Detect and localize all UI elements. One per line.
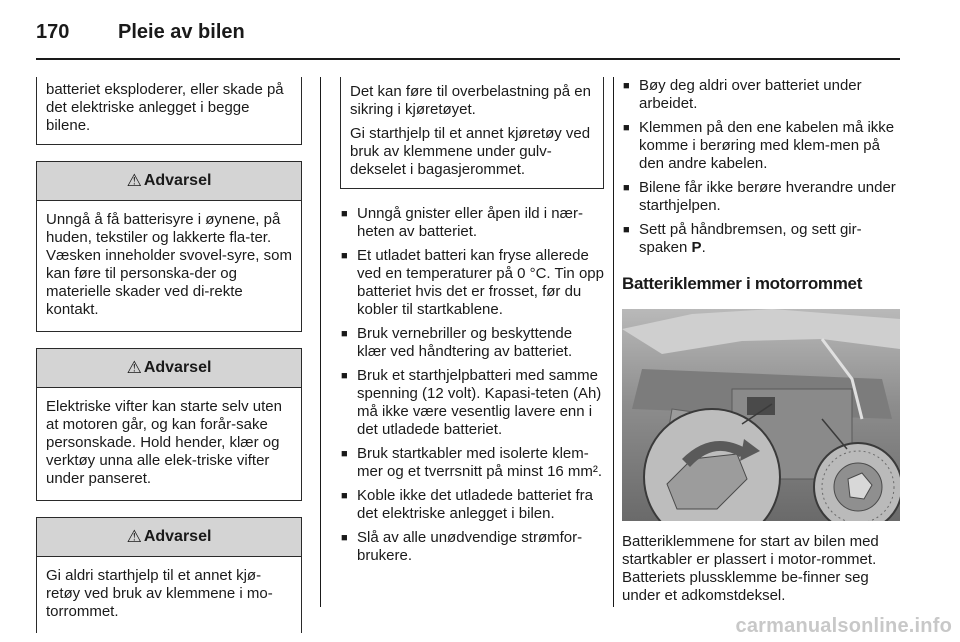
precaution-list xyxy=(622,77,902,257)
list-item: ■ Bøy deg aldri over batteriet under arbeidet. xyxy=(622,77,902,113)
list-item: ■ Koble ikke det utladede batteriet fra det elektriske anlegget i bilen. xyxy=(340,487,604,523)
column-divider-1 xyxy=(320,77,321,607)
warning-text: Elektriske vifter kan starte selv uten at motoren går, og kan forår-sake personskade. Hold hender, klær og verktøy unna alle elek-triske vifter under panseret. xyxy=(46,398,282,487)
warning-title: Advarsel xyxy=(143,359,212,376)
list-item: ■ Bilene får ikke berøre hverandre under starthjelpen. xyxy=(622,179,902,215)
warning-header xyxy=(37,162,301,201)
gear-position-label: P xyxy=(691,239,702,256)
warning-text: Gi aldri starthjelp til et annet kjø-retøy ved bruk av klemmene i mo-torrommet. xyxy=(46,567,273,620)
watermark: carmanualsonline.info xyxy=(735,615,952,637)
warning-title: Advarsel xyxy=(143,528,212,545)
header-rule xyxy=(36,58,900,60)
list-item: ■ Bruk startkabler med isolerte klem-mer og et tverrsnitt på minst 16 mm². xyxy=(340,445,604,481)
page-title: Pleie av bilen xyxy=(118,21,245,43)
photo-caption: Batteriklemmene for start av bilen med startkabler er plassert i motor-rommet. Batteriets plussklemme be-finner seg under et adkomstdeksel. xyxy=(622,533,879,604)
list-item: ■ Klemmen på den ene kabelen må ikke komme i berøring med klem-men på den andre kabelen. xyxy=(622,119,902,173)
list-item: ■ Et utladet batteri kan fryse allerede ved en temperaturer på 0 °C. Tin opp batteriet hvis det er frosset, før du kobler til startkablene. xyxy=(340,247,604,319)
section-heading: Batteriklemmer i motorrommet xyxy=(622,274,863,293)
info-paragraph: Det kan føre til overbelastning på en sikring i kjøretøyet. xyxy=(350,83,591,118)
precaution-list xyxy=(340,205,604,565)
warning-title: Advarsel xyxy=(143,172,212,189)
engine-bay-illustration xyxy=(622,309,900,521)
page-number: 170 xyxy=(36,21,70,43)
warning-box-1 xyxy=(36,161,302,332)
list-item: ■ Unngå gnister eller åpen ild i nær-heten av batteriet. xyxy=(340,205,604,241)
list-item-end: . xyxy=(701,239,706,256)
list-item: ■ Slå av alle unødvendige strømfor-brukere. xyxy=(340,529,604,565)
info-box xyxy=(340,77,604,189)
warning-box-2 xyxy=(36,348,302,501)
info-paragraph: Gi starthjelp til et annet kjøretøy ved bruk av klemmene under gulv-dekselet i bagasjerommet. xyxy=(350,125,591,178)
column-middle xyxy=(340,77,604,571)
warning-triangle-icon: ⚠ xyxy=(126,527,142,546)
warning-text: Unngå å få batterisyre i øynene, på huden, tekstiler og lakkerte fla-ter. Væsken inneholder svovel-syre, som kan føre til personska-der og materielle skader ved di-rekte kontakt. xyxy=(46,211,292,318)
engine-bay-photo xyxy=(622,309,900,521)
column-divider-2 xyxy=(613,77,614,607)
warning-box-3 xyxy=(36,517,302,633)
warning-header xyxy=(37,518,301,557)
list-item: ■ Bruk vernebriller og beskyttende klær ved håndtering av batteriet. xyxy=(340,325,604,361)
list-item xyxy=(622,221,902,257)
intro-text: batteriet eksploderer, eller skade på det elektriske anlegget i begge bilene. xyxy=(46,81,284,134)
intro-box xyxy=(36,77,302,145)
column-right xyxy=(622,77,902,605)
column-left xyxy=(36,77,302,633)
warning-triangle-icon: ⚠ xyxy=(126,171,142,190)
list-item-text: Sett på håndbremsen, og sett gir-spaken xyxy=(639,221,862,256)
warning-triangle-icon: ⚠ xyxy=(126,358,142,377)
warning-header xyxy=(37,349,301,388)
list-item: ■ Bruk et starthjelpbatteri med samme spenning (12 volt). Kapasi-teten (Ah) må ikke være vesentlig lavere enn i det utladede batteriet. xyxy=(340,367,604,439)
